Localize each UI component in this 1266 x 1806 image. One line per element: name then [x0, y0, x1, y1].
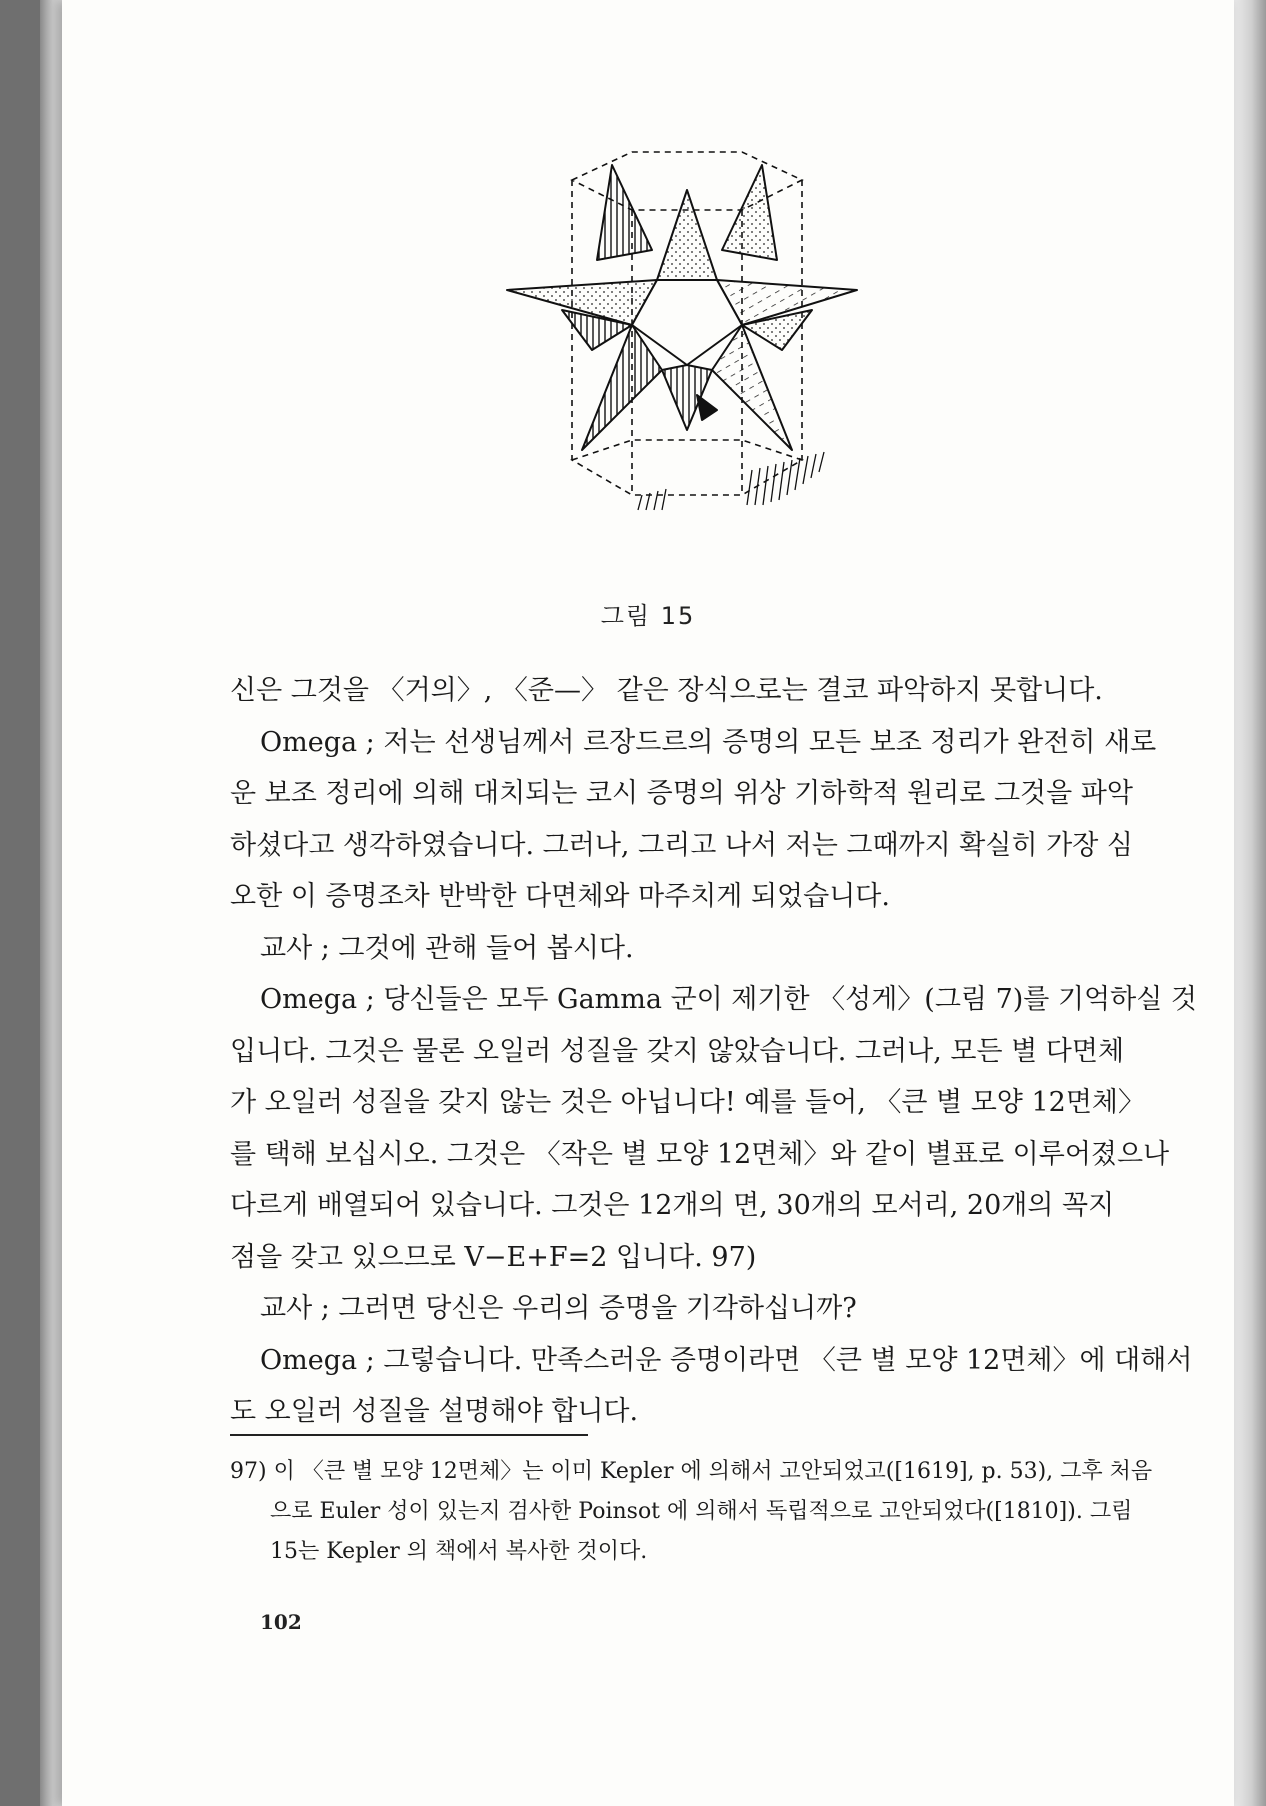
text-line: 점을 갖고 있으므로 V−E+F=2 입니다. 97) [230, 1241, 757, 1273]
great-stellated-dodecahedron-icon [502, 150, 922, 590]
text-line: 입니다. 그것은 물론 오일러 성질을 갖지 않았습니다. 그러나, 모든 별 다면체 [230, 1035, 1125, 1067]
book-page [62, 0, 1234, 1806]
text-line: Omega ; 그렇습니다. 만족스러운 증명이라면 〈큰 별 모양 12면체〉에 대해서 [260, 1344, 1193, 1376]
page-number: 102 [260, 1610, 302, 1634]
text-line: Omega ; 당신들은 모두 Gamma 군이 제기한 〈성게〉(그림 7)를 기억하실 것 [260, 984, 1197, 1015]
footnote-line: 97) 이 〈큰 별 모양 12면체〉는 이미 Kepler 에 의해서 고안되었고([1619], p. 53), 그후 처음 [230, 1459, 1153, 1484]
text-line: 가 오일러 성질을 갖지 않는 것은 아닙니다! 예를 들어, 〈큰 별 모양 12면체〉 [230, 1087, 1145, 1118]
footnote-line: 으로 Euler 성이 있는지 검사한 Poinsot 에 의해서 독립적으로 고안되었다([1810]). 그림 [270, 1499, 1133, 1524]
text-line: 교사 ; 그러면 당신은 우리의 증명을 기각하십니까? [260, 1293, 857, 1324]
text-line: 신은 그것을 〈거의〉, 〈준—〉 같은 장식으로는 결코 파악하지 못합니다. [230, 675, 1103, 706]
text-line: 를 택해 보십시오. 그것은 〈작은 별 모양 12면체〉와 같이 별표로 이루어졌으나 [230, 1138, 1170, 1170]
footnote-line: 15는 Kepler 의 책에서 복사한 것이다. [270, 1539, 648, 1564]
text-line: 하셨다고 생각하였습니다. 그러나, 그리고 나서 저는 그때까지 확실히 가장 심 [230, 829, 1133, 861]
body-text [230, 665, 1197, 1438]
footnote-divider [230, 1434, 588, 1436]
figure-15 [502, 150, 922, 590]
figure-caption: 그림 15 [600, 602, 696, 630]
text-line: 도 오일러 성질을 설명해야 합니다. [230, 1396, 639, 1427]
book-page-edge-right [1230, 0, 1266, 1806]
text-line: 운 보조 정리에 의해 대치되는 코시 증명의 위상 기하학적 원리로 그것을 파악 [230, 778, 1133, 809]
text-line: Omega ; 저는 선생님께서 르장드르의 증명의 모든 보조 정리가 완전히 새로 [260, 726, 1157, 758]
text-line: 교사 ; 그것에 관해 들어 봅시다. [260, 932, 634, 964]
text-line: 오한 이 증명조차 반박한 다면체와 마주치게 되었습니다. [230, 881, 890, 912]
text-line: 다르게 배열되어 있습니다. 그것은 12개의 면, 30개의 모서리, 20개의 꼭지 [230, 1190, 1115, 1221]
footnote-97 [230, 1452, 1182, 1572]
